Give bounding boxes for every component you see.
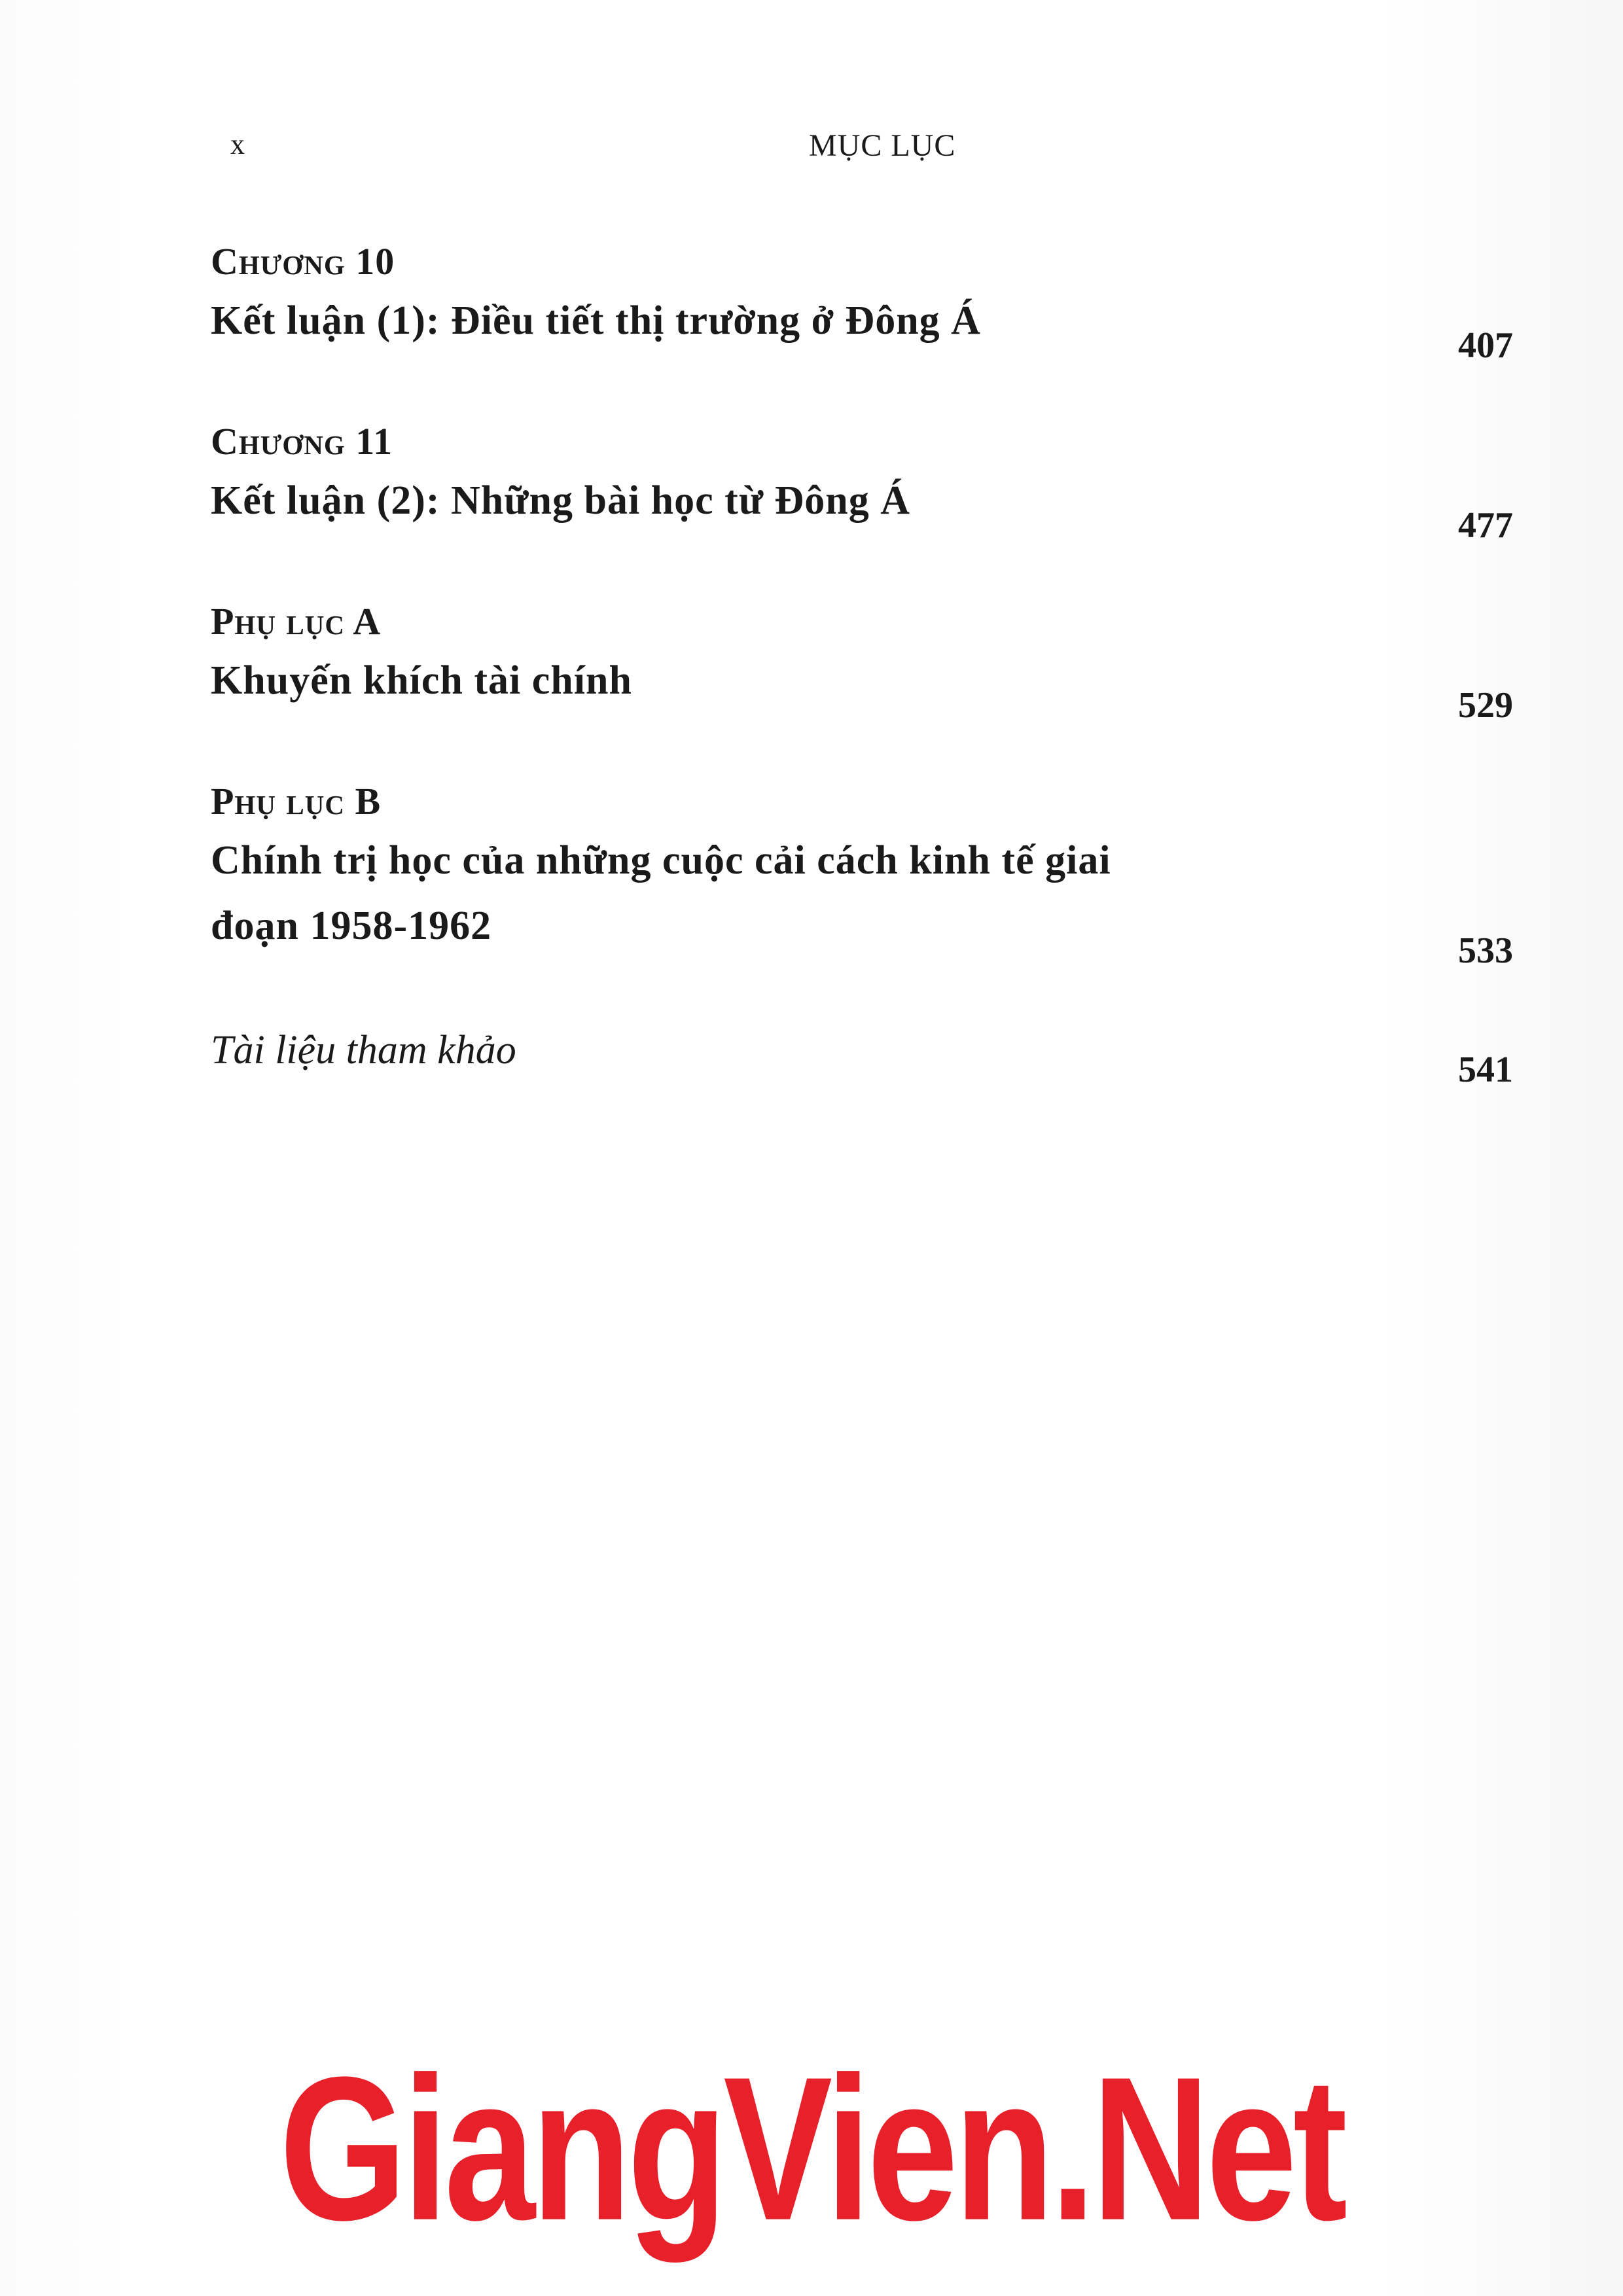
running-head: [0, 128, 1623, 173]
references-page: 541: [1458, 1050, 1513, 1090]
entry-label: Chương 10: [211, 240, 395, 283]
toc-entry-chapter-11: [211, 415, 1513, 546]
entry-label: Chương 11: [211, 420, 393, 463]
entry-label: Phụ lục B: [211, 780, 382, 822]
entry-title: Kết luận (2): Những bài học từ Đông Á: [211, 478, 911, 523]
entry-page: 407: [1458, 325, 1513, 366]
references-title: Tài liệu tham khảo: [211, 1028, 516, 1072]
toc-entry-references: [211, 1017, 1513, 1090]
entry-page: 533: [1458, 930, 1513, 971]
entry-label: Phụ lục A: [211, 600, 382, 643]
watermark: GiangVien.Net: [279, 2034, 1344, 2263]
table-of-contents: [211, 236, 1513, 1090]
toc-entry-appendix-b: [211, 775, 1513, 971]
entry-title: Khuyến khích tài chính: [211, 658, 632, 703]
page-numeral: x: [230, 128, 245, 160]
entry-title: Chính trị học của những cuộc cải cách kinh tế giai đoạn 1958-1962: [211, 838, 1111, 948]
header-title: MỤC LỤC: [809, 128, 956, 163]
entry-page: 477: [1458, 505, 1513, 546]
toc-entry-appendix-a: [211, 595, 1513, 726]
entry-title: Kết luận (1): Điều tiết thị trường ở Đông Á: [211, 298, 981, 343]
toc-entry-chapter-10: [211, 236, 1513, 366]
entry-page: 529: [1458, 685, 1513, 726]
